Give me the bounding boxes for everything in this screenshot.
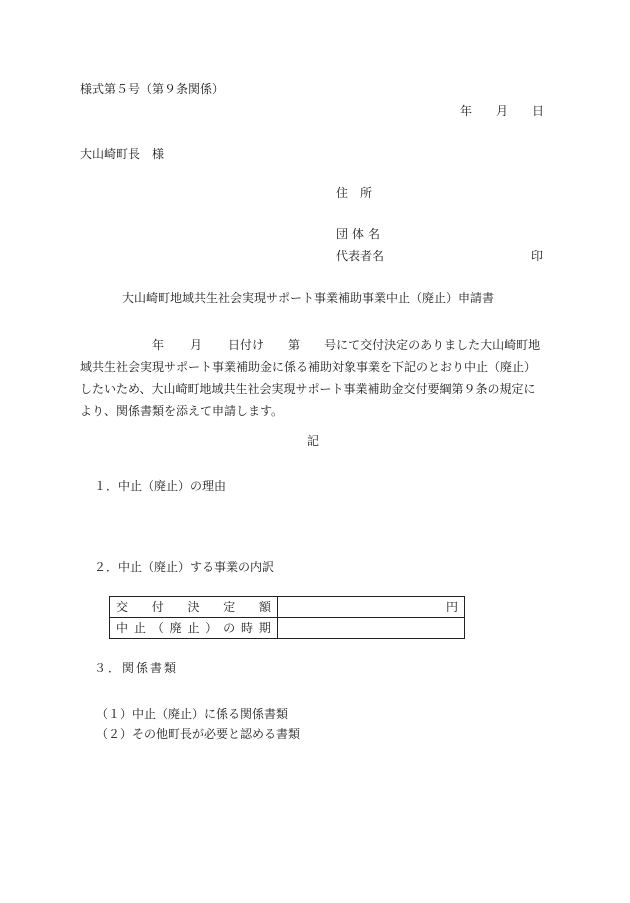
section-1-heading: １．中止（廃止）の理由 xyxy=(94,479,227,493)
date-month: 月 xyxy=(496,104,509,118)
date-day: 日 xyxy=(532,104,545,118)
breakdown-table xyxy=(109,596,465,639)
related-document-item: （１）中止（廃止）に係る関係書類 xyxy=(96,707,289,721)
label-char: 中 xyxy=(116,621,129,635)
section-3-heading: ３．関係書類 xyxy=(94,661,179,675)
date-line xyxy=(460,105,544,117)
organization-label: 団体名 xyxy=(336,227,385,241)
related-document-item: （２）その他町長が必要と認める書類 xyxy=(96,727,301,741)
label-char: 期 xyxy=(258,621,271,635)
table-label-cell xyxy=(110,618,278,639)
grant-amount-cell: 円 xyxy=(278,597,465,618)
label-char: 付 xyxy=(151,600,164,614)
document-title: 大山崎町地域共生社会実現サポート事業補助事業中止（廃止）申請書 xyxy=(122,291,495,305)
body-paragraph xyxy=(80,334,550,422)
body-line1-rest: 号にて交付決定のありました大山崎町地 xyxy=(324,338,541,352)
label-char: 定 xyxy=(223,600,236,614)
body-year: 年 xyxy=(152,338,165,352)
body-line-3: したいため、大山崎町地域共生社会実現サポート事業補助金交付要綱第９条の規定に xyxy=(80,382,536,396)
table-row xyxy=(110,597,465,618)
label-char: 額 xyxy=(258,600,271,614)
label-char: 廃 xyxy=(169,621,182,635)
label-char: の xyxy=(223,621,236,635)
addressee: 大山崎町長 様 xyxy=(80,147,165,161)
seal-mark: 印 xyxy=(531,249,544,263)
date-year: 年 xyxy=(460,104,473,118)
representative-label: 代表者名 xyxy=(336,249,385,263)
ki-heading: 記 xyxy=(307,434,320,448)
suspension-date-cell xyxy=(278,618,465,639)
label-char: 決 xyxy=(187,600,200,614)
section-2-heading: ２．中止（廃止）する事業の内訳 xyxy=(94,560,275,574)
label-char: 時 xyxy=(241,621,254,635)
body-line-4: より、関係書類を添えて申請します。 xyxy=(80,404,284,418)
form-number: 様式第５号（第９条関係） xyxy=(80,82,225,96)
table-label-cell xyxy=(110,597,278,618)
label-char: ） xyxy=(205,621,218,635)
label-char: 止 xyxy=(187,621,200,635)
body-line-1 xyxy=(80,334,550,356)
body-date-suffix: 日付け xyxy=(228,338,265,352)
body-line-2: 域共生社会実現サポート事業補助金に係る補助対象事業を下記のとおり中止（廃止） xyxy=(80,360,537,374)
body-month: 月 xyxy=(190,338,203,352)
label-char: 止 xyxy=(133,621,146,635)
label-char: （ xyxy=(151,621,164,635)
label-char: 交 xyxy=(116,600,129,614)
address-label: 住所 xyxy=(336,186,385,200)
table-row xyxy=(110,618,465,639)
body-number-prefix: 第 xyxy=(288,338,301,352)
